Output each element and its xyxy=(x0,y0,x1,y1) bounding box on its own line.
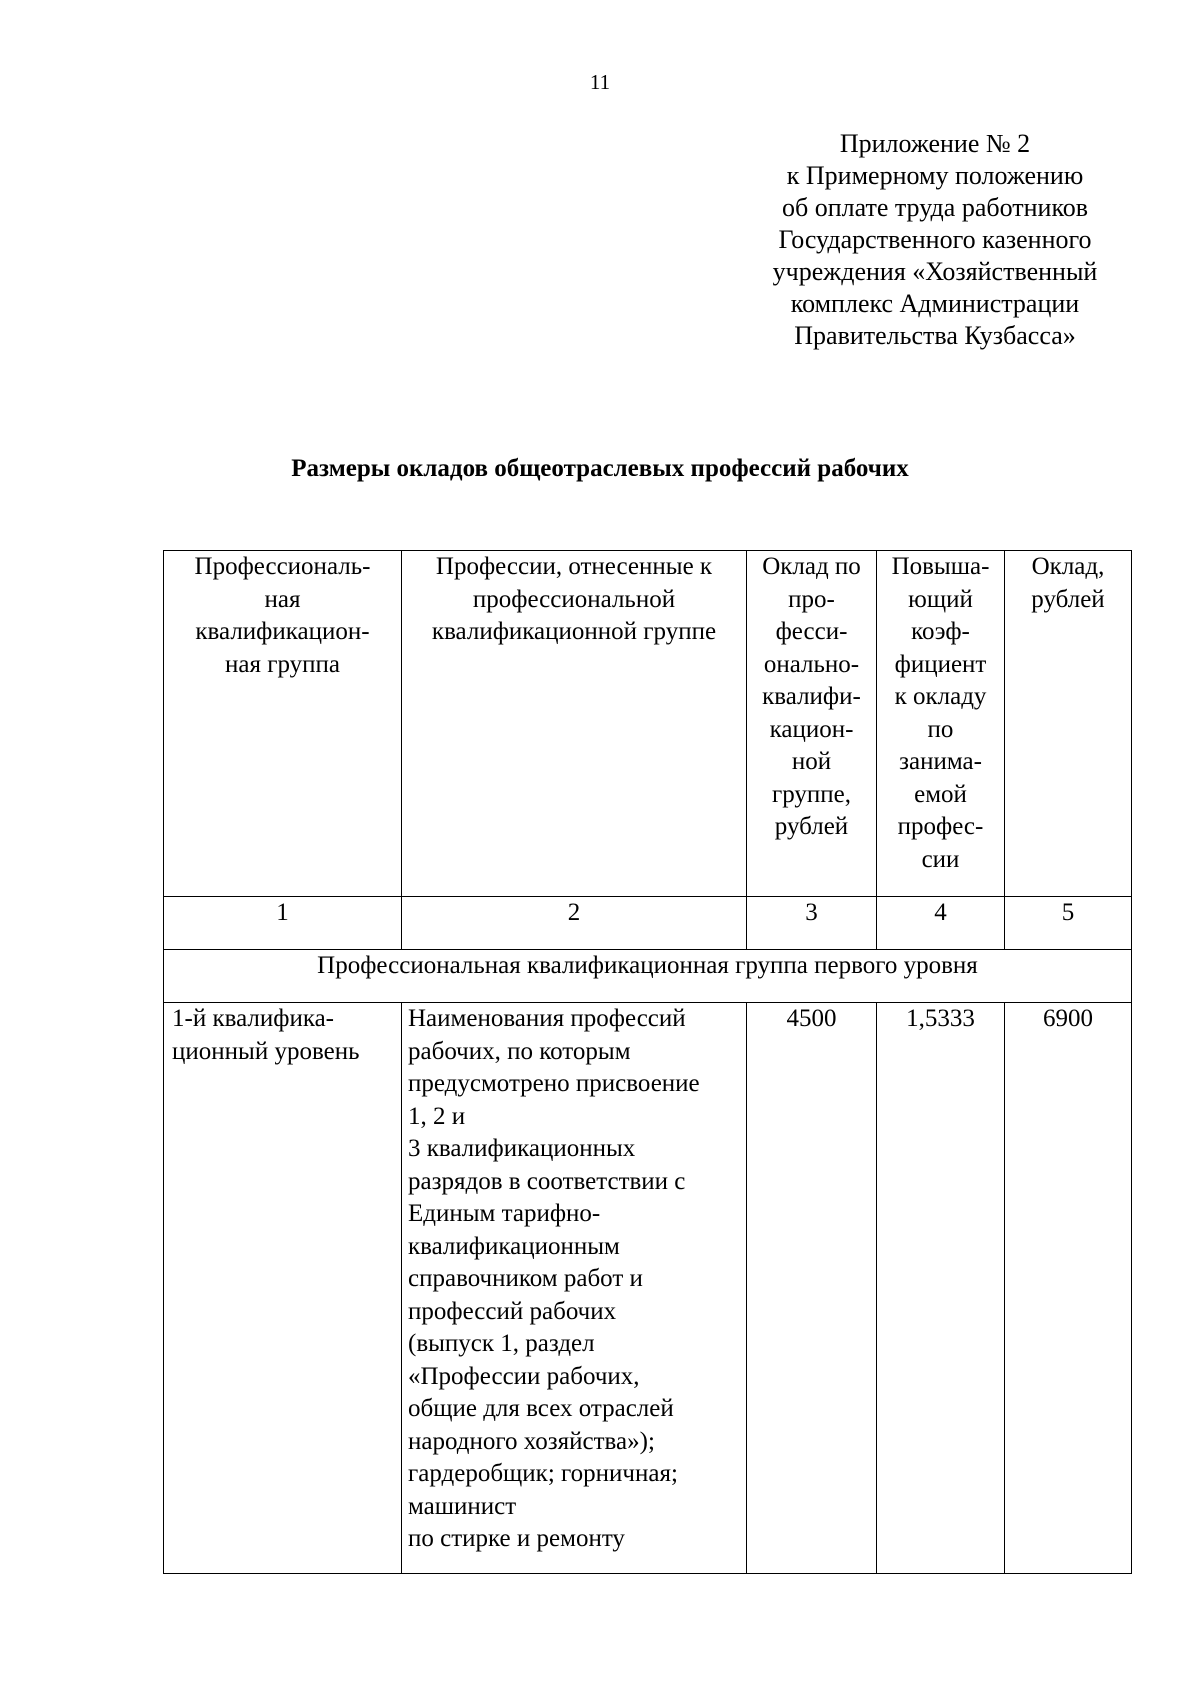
header-total-salary: Оклад, рублей xyxy=(1005,551,1132,897)
appendix-line: учреждения «Хозяйственный xyxy=(772,257,1098,286)
total-salary-cell: 6900 xyxy=(1005,1003,1132,1574)
table-header-row xyxy=(164,551,1132,897)
appendix-line: Приложение № 2 xyxy=(839,129,1031,158)
document-title: Размеры окладов общеотраслевых профессий рабочих xyxy=(291,455,909,482)
appendix-block xyxy=(740,128,1130,352)
header-base-salary: Оклад по про- фесси- онально- квалифи- кацион- ной группе, рублей xyxy=(747,551,877,897)
qualification-level-cell: 1-й квалифика- ционный уровень xyxy=(164,1003,402,1574)
header-qualification-group: Профессиональ- ная квалификацион- ная группа xyxy=(164,551,402,897)
table-row xyxy=(164,1003,1132,1574)
column-number: 3 xyxy=(747,897,877,950)
appendix-line: Правительства Кузбасса» xyxy=(794,321,1076,350)
coefficient-cell: 1,5333 xyxy=(877,1003,1005,1574)
appendix-line: к Примерному положению xyxy=(786,161,1084,190)
salary-table xyxy=(163,550,1132,1574)
column-number: 2 xyxy=(402,897,747,950)
appendix-line: Государственного казенного xyxy=(778,225,1092,254)
column-numbers-row xyxy=(164,897,1132,950)
header-professions: Профессии, отнесенные к профессиональной квалификационной группе xyxy=(402,551,747,897)
base-salary-cell: 4500 xyxy=(747,1003,877,1574)
column-number: 4 xyxy=(877,897,1005,950)
page-number: 11 xyxy=(589,70,611,94)
appendix-line: комплекс Администрации xyxy=(790,289,1080,318)
column-number: 1 xyxy=(164,897,402,950)
group-title-row xyxy=(164,950,1132,1003)
appendix-line: об оплате труда работников xyxy=(781,193,1089,222)
group-title: Профессиональная квалификационная группа первого уровня xyxy=(164,950,1132,1003)
professions-cell: Наименования профессий рабочих, по которым предусмотрено присвоение 1, 2 и 3 квалификационных разрядов в соответствии с Единым тарифно- квалификационным справочником работ и профессий рабочих (выпуск 1, раздел «Профессии рабочих, общие для всех отраслей народного хозяйства»); гардеробщик; горничная; машинист по стирке и ремонту xyxy=(402,1003,747,1574)
column-number: 5 xyxy=(1005,897,1132,950)
header-coefficient: Повыша- ющий коэф- фициент к окладу по занима- емой профес- сии xyxy=(877,551,1005,897)
